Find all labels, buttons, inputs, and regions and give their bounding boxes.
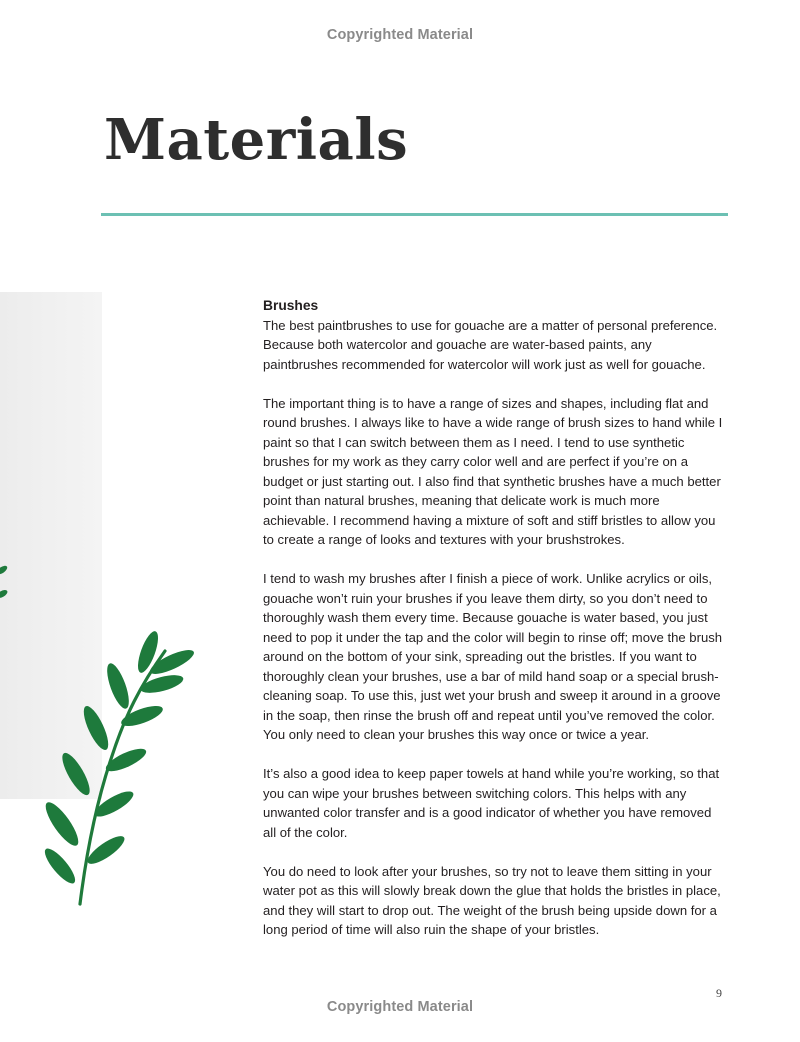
paragraph: It’s also a good idea to keep paper towels at hand while you’re working, so that you can wipe your brushes between switching colors. This helps with any unwanted color transfer and is a good indicator of whether you have removed all of the color. [263, 766, 720, 840]
copyright-watermark-top: Copyrighted Material [326, 27, 474, 43]
leaf-branch-icon [0, 556, 200, 906]
paragraph: The important thing is to have a range of sizes and shapes, including flat and round brushes. I always like to have a wide range of brush sizes to hand while I paint so that I can switch between them as I need. I tend to use synthetic brushes for my work as they carry color well and are perfect if you’re on a budget or just starting out. I also find that synthetic brushes have a much better point than natural brushes, meaning that delicate work is much more achievable. I recommend having a mixture of soft and stiff bristles to allow you to create a range of looks and textures with your brushstrokes. [263, 395, 723, 547]
copyright-watermark-bottom: Copyrighted Material [326, 999, 474, 1015]
page-number: 9 [716, 986, 722, 1000]
title-divider [101, 213, 728, 216]
paragraph: You do need to look after your brushes, so try not to leave them sitting in your water pot as this will slowly break down the glue that holds the bristles in place, and they will start to drop out. The weight of the brush being upside down for a long period of time will also ruin the shape of your bristles. [263, 863, 721, 937]
page-title: Materials [104, 107, 409, 173]
paragraph: I tend to wash my brushes after I finish a piece of work. Unlike acrylics or oils, gouache won’t ruin your brushes if you leave them dirty, so you don’t need to thoroughly wash them every time. Because gouache is water based, you just need to pop it under the tap and the color will begin to rinse off; move the brush around on the bottom of your sink, spreading out the bristles. If you want to thoroughly clean your brushes, use a bar of mild hand soap or a special brush-cleaning soap. To use this, just wet your brush and sweep it around in a groove in the soap, then rinse the brush off and repeat until you’ve removed the color. You only need to clean your brushes this way once or twice a year. [263, 571, 723, 742]
article-body [263, 296, 723, 959]
paragraph: The best paintbrushes to use for gouache are a matter of personal preference. Because both watercolor and gouache are water-based paints, any paintbrushes recommended for watercolor will work just as well for gouache. [263, 317, 718, 372]
section-heading: Brushes [263, 298, 319, 313]
